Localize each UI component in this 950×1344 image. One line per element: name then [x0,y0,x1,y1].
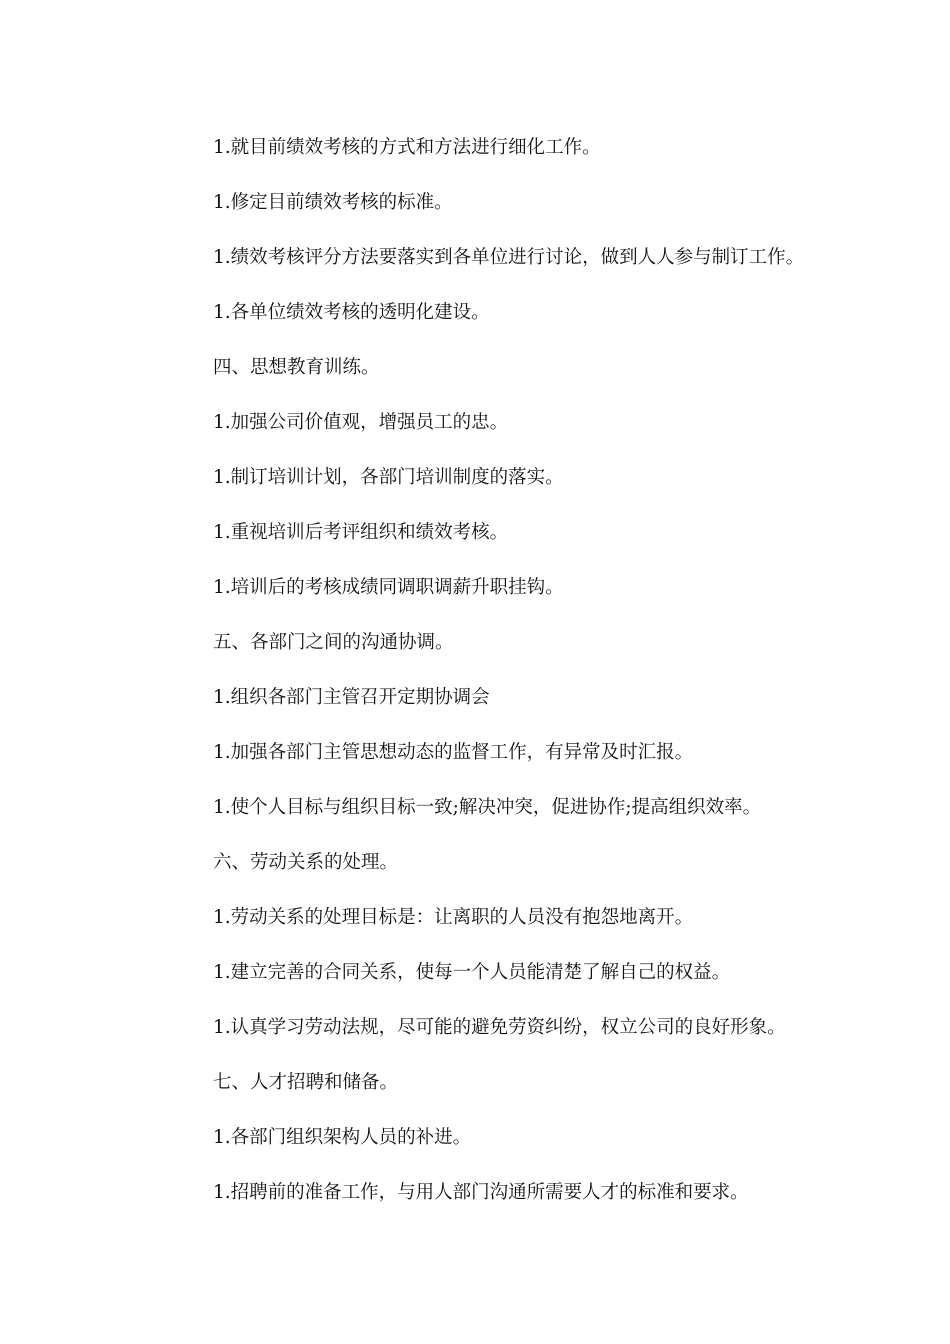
list-item: 1.制订培训计划，各部门培训制度的落实。 [213,467,564,488]
list-item: 1.招聘前的准备工作，与用人部门沟通所需要人才的标准和要求。 [213,1182,749,1203]
list-item: 1.使个人目标与组织目标一致;解决冲突，促进协作;提高组织效率。 [213,797,762,818]
list-item: 1.各单位绩效考核的透明化建设。 [213,302,490,323]
section-heading: 六、劳动关系的处理。 [213,852,399,873]
list-item: 1.重视培训后考评组织和绩效考核。 [213,522,509,543]
list-item: 1.培训后的考核成绩同调职调薪升职挂钩。 [213,577,564,598]
section-heading: 四、思想教育训练。 [213,357,380,378]
list-item: 1.绩效考核评分方法要落实到各单位进行讨论，做到人人参与制订工作。 [213,247,805,268]
list-item: 1.认真学习劳动法规，尽可能的避免劳资纠纷，权立公司的良好形象。 [213,1017,786,1038]
list-item: 1.加强公司价值观，增强员工的忠。 [213,412,509,433]
list-item: 1.就目前绩效考核的方式和方法进行细化工作。 [213,137,601,158]
section-heading: 五、各部门之间的沟通协调。 [213,632,454,653]
list-item: 1.各部门组织架构人员的补进。 [213,1127,472,1148]
document-body [213,136,804,1236]
section-heading: 七、人才招聘和储备。 [213,1072,399,1093]
list-item: 1.组织各部门主管召开定期协调会 [213,687,490,708]
list-item: 1.建立完善的合同关系，使每一个人员能清楚了解自己的权益。 [213,962,731,983]
list-item: 1.劳动关系的处理目标是：让离职的人员没有抱怨地离开。 [213,907,694,928]
list-item: 1.修定目前绩效考核的标准。 [213,192,453,213]
list-item: 1.加强各部门主管思想动态的监督工作，有异常及时汇报。 [213,742,694,763]
